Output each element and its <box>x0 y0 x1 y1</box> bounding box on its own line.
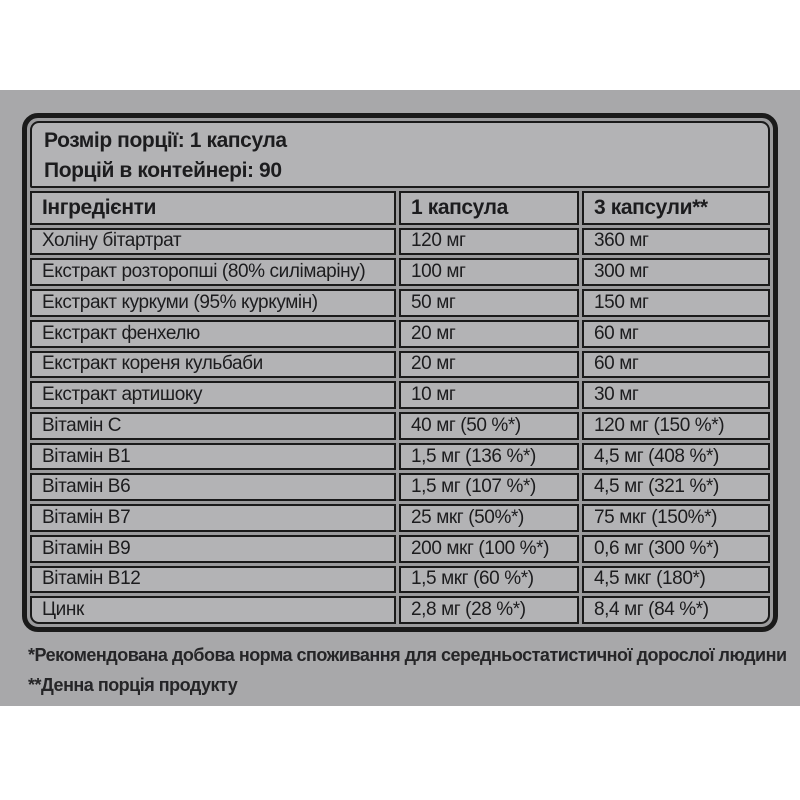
servings-per-container-text: Порцій в контейнері: 90 <box>44 158 282 182</box>
table-row <box>30 566 770 594</box>
ingredient-name-cell: Екстракт куркуми (95% куркумін) <box>30 289 396 317</box>
per-1-capsule-cell: 20 мг <box>399 320 579 348</box>
ingredient-name-cell: Вітамін C <box>30 412 396 440</box>
per-1-capsule-cell: 40 мг (50 %*) <box>399 412 579 440</box>
header-1-capsule: 1 капсула <box>399 191 579 225</box>
ingredient-name-cell: Вітамін B9 <box>30 535 396 563</box>
per-1-capsule-cell: 1,5 мкг (60 %*) <box>399 566 579 594</box>
table-row <box>30 228 770 256</box>
table-row <box>30 351 770 379</box>
table-row <box>30 596 770 624</box>
ingredient-name-cell: Екстракт кореня кульбаби <box>30 351 396 379</box>
header-ingredients: Інгредієнти <box>30 191 396 225</box>
per-3-capsules-cell: 150 мг <box>582 289 770 317</box>
footnote-daily-portion: **Денна порція продукту <box>28 674 238 695</box>
table-header-row <box>30 191 770 225</box>
per-1-capsule-cell: 1,5 мг (136 %*) <box>399 443 579 471</box>
per-3-capsules-cell: 360 мг <box>582 228 770 256</box>
per-1-capsule-cell: 20 мг <box>399 351 579 379</box>
table-body <box>30 228 770 624</box>
per-3-capsules-cell: 60 мг <box>582 351 770 379</box>
per-1-capsule-cell: 2,8 мг (28 %*) <box>399 596 579 624</box>
table-row <box>30 473 770 501</box>
ingredient-name-cell: Екстракт розторопші (80% силімаріну) <box>30 258 396 286</box>
footnote-daily-norm: *Рекомендована добова норма споживання для середньостатистичної дорослої людини <box>28 645 787 665</box>
header-3-capsules: 3 капсули** <box>582 191 770 225</box>
ingredient-name-cell: Вітамін B7 <box>30 504 396 532</box>
table-row <box>30 258 770 286</box>
per-1-capsule-cell: 1,5 мг (107 %*) <box>399 473 579 501</box>
ingredient-name-cell: Цинк <box>30 596 396 624</box>
per-3-capsules-cell: 300 мг <box>582 258 770 286</box>
per-3-capsules-cell: 8,4 мг (84 %*) <box>582 596 770 624</box>
ingredient-name-cell: Екстракт артишоку <box>30 381 396 409</box>
table-row <box>30 412 770 440</box>
per-3-capsules-cell: 4,5 мг (321 %*) <box>582 473 770 501</box>
per-1-capsule-cell: 25 мкг (50%*) <box>399 504 579 532</box>
table-row <box>30 320 770 348</box>
per-1-capsule-cell: 10 мг <box>399 381 579 409</box>
table-row <box>30 535 770 563</box>
per-3-capsules-cell: 60 мг <box>582 320 770 348</box>
ingredient-name-cell: Холіну бітартрат <box>30 228 396 256</box>
per-1-capsule-cell: 200 мкг (100 %*) <box>399 535 579 563</box>
per-3-capsules-cell: 0,6 мг (300 %*) <box>582 535 770 563</box>
per-1-capsule-cell: 120 мг <box>399 228 579 256</box>
table-row <box>30 443 770 471</box>
per-3-capsules-cell: 30 мг <box>582 381 770 409</box>
ingredient-name-cell: Екстракт фенхелю <box>30 320 396 348</box>
per-3-capsules-cell: 4,5 мг (408 %*) <box>582 443 770 471</box>
ingredient-name-cell: Вітамін B6 <box>30 473 396 501</box>
serving-size-text: Розмір порції: 1 капсула <box>44 129 287 152</box>
table-row <box>30 504 770 532</box>
supplement-facts-panel <box>22 113 778 632</box>
table-row <box>30 381 770 409</box>
per-1-capsule-cell: 50 мг <box>399 289 579 317</box>
per-3-capsules-cell: 75 мкг (150%*) <box>582 504 770 532</box>
footnotes-block <box>28 641 787 700</box>
per-3-capsules-cell: 4,5 мкг (180*) <box>582 566 770 594</box>
table-row <box>30 289 770 317</box>
per-3-capsules-cell: 120 мг (150 %*) <box>582 412 770 440</box>
per-1-capsule-cell: 100 мг <box>399 258 579 286</box>
ingredient-name-cell: Вітамін B12 <box>30 566 396 594</box>
ingredient-name-cell: Вітамін B1 <box>30 443 396 471</box>
serving-info-box <box>30 121 770 188</box>
